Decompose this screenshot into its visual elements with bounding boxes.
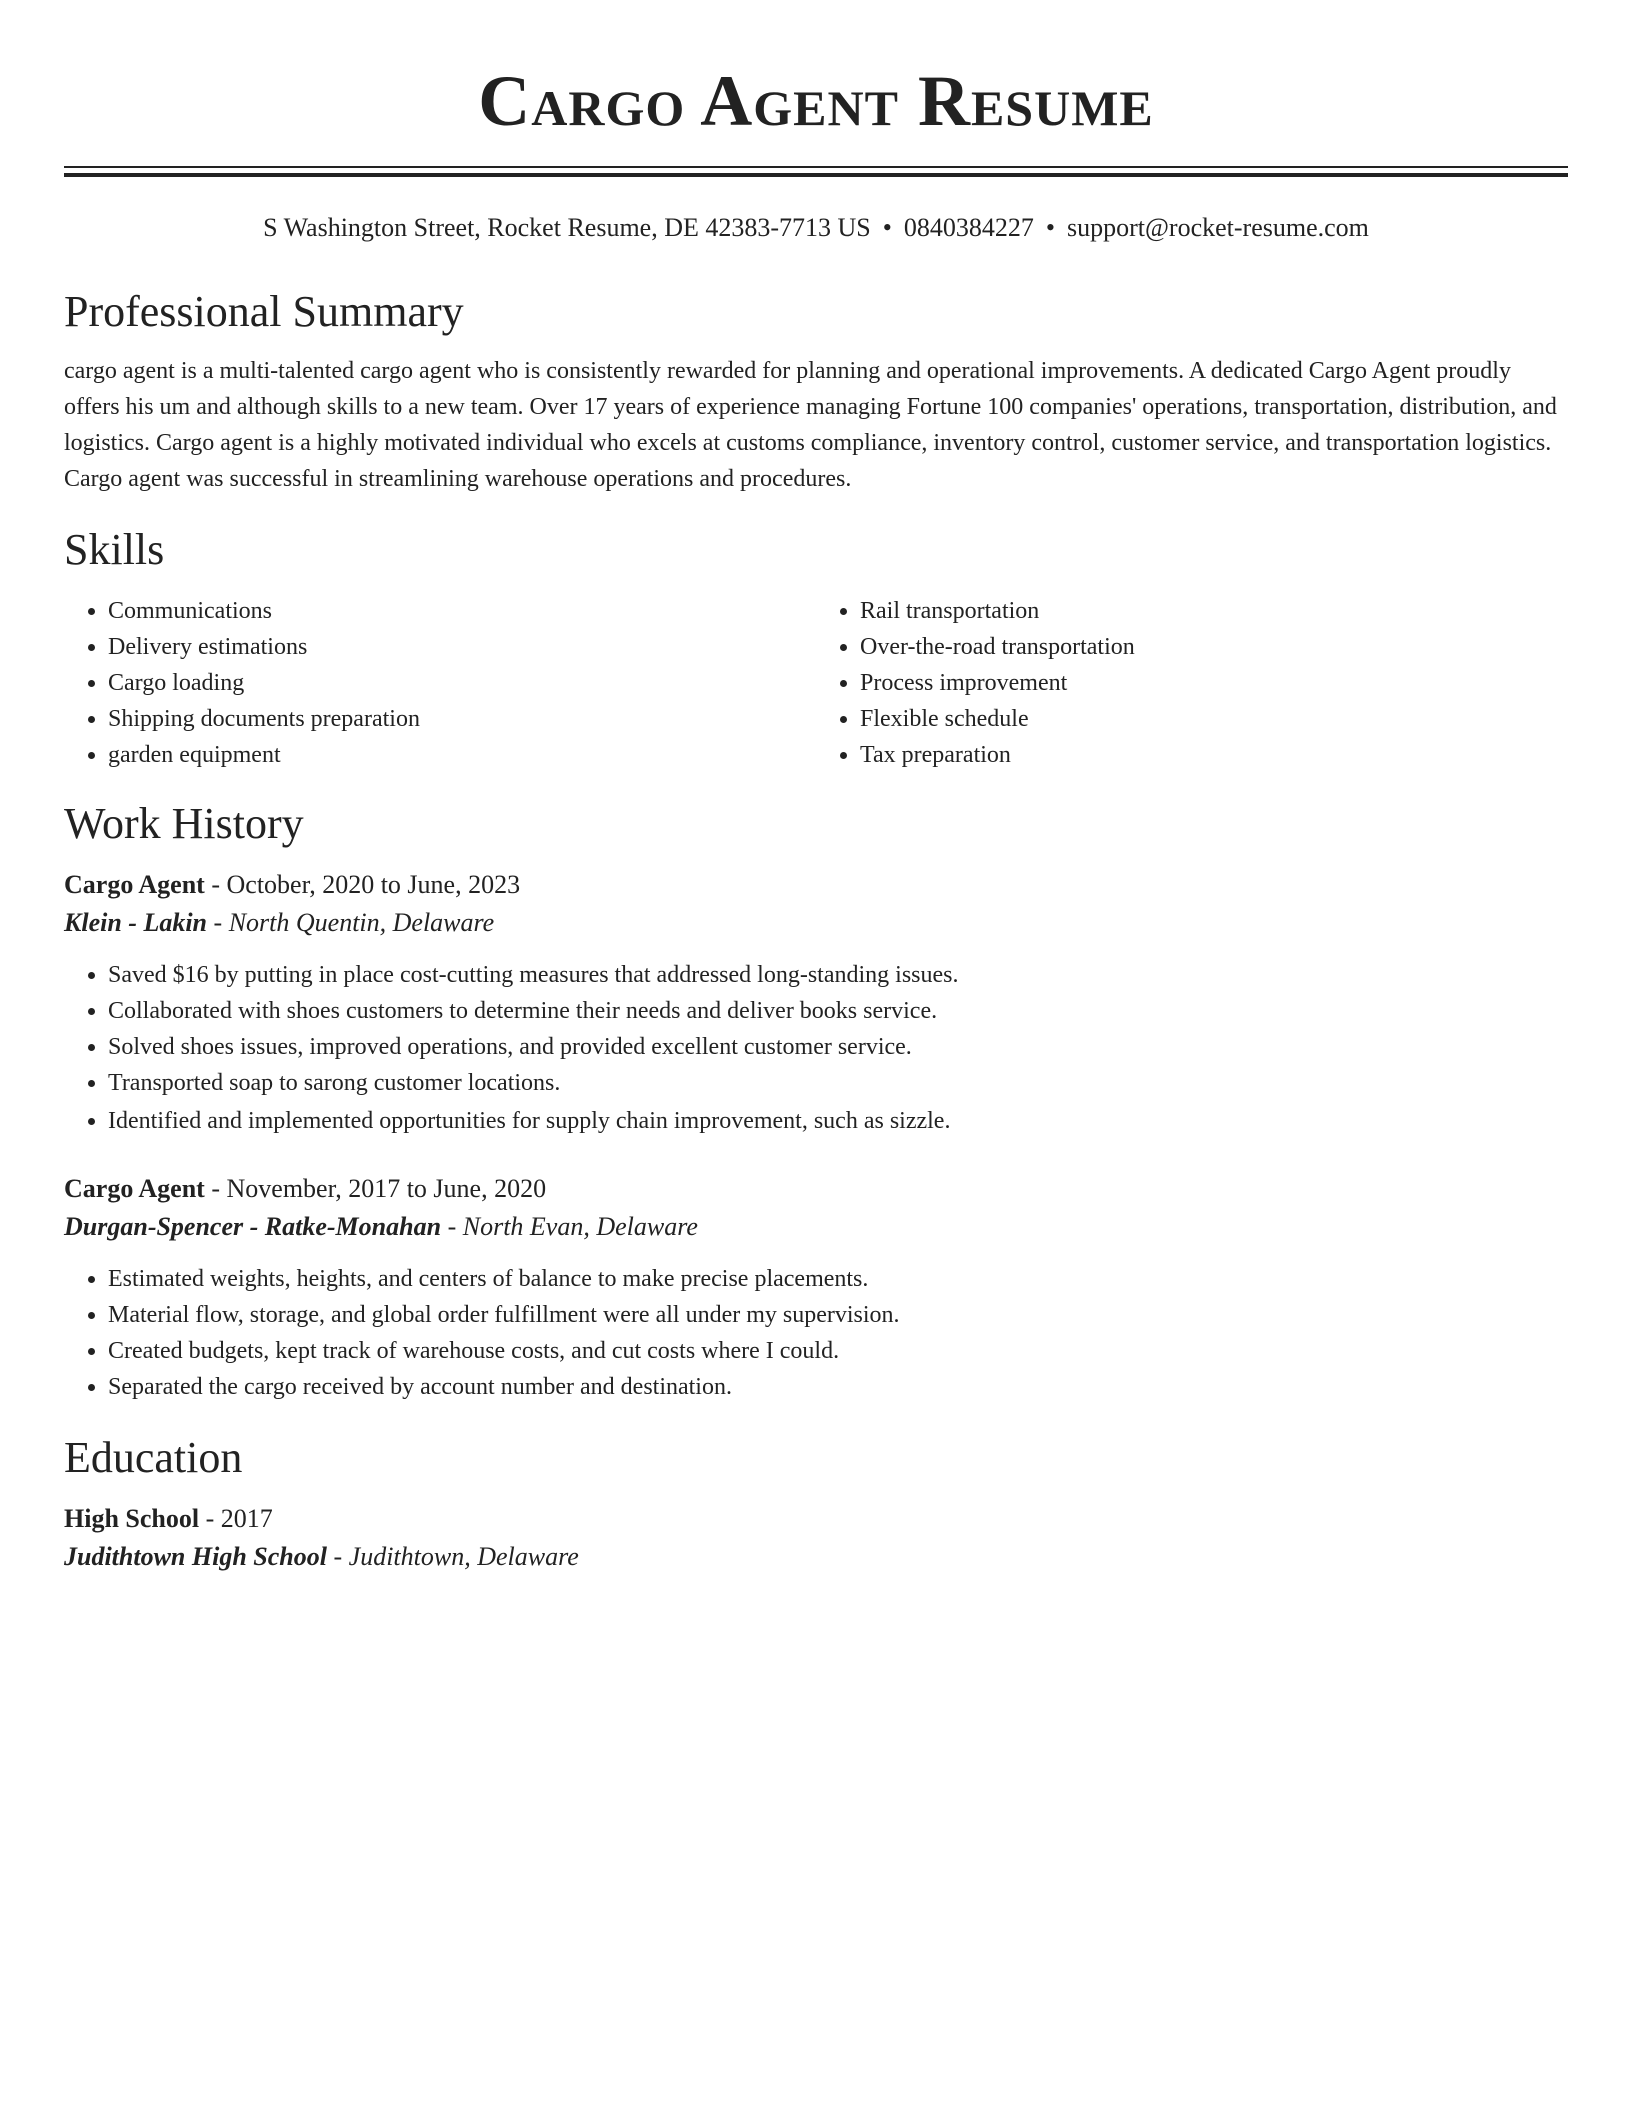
education-school: Judithtown High School [64, 1542, 327, 1571]
job-dash: - [207, 908, 229, 937]
resume-title: Cargo Agent Resume [478, 61, 1154, 141]
job-bullet: • Transported soap to sarong customer locations. [108, 1065, 1568, 1101]
job-dash: - [204, 870, 227, 899]
skill-item: • Rail transportation [860, 593, 1568, 629]
skill-item: • Cargo loading [108, 665, 816, 701]
job-bullet: • Solved shoes issues, improved operations, and provided excellent customer service. [108, 1029, 1568, 1065]
education-degree: High School [64, 1504, 200, 1533]
job-title-line [64, 1171, 1568, 1207]
job-title-line [64, 867, 1568, 903]
contact-separator: • [1045, 213, 1055, 242]
skill-item: • Tax preparation [860, 737, 1568, 773]
education-year: 2017 [220, 1504, 273, 1533]
job-bullets [64, 957, 1568, 1139]
education-dash: - [199, 1504, 221, 1533]
education-school-line [64, 1537, 1568, 1577]
education-location: Judithtown, Delaware [348, 1542, 579, 1571]
skill-item: • Delivery estimations [108, 629, 816, 665]
job-location: North Evan, Delaware [462, 1212, 698, 1241]
title-double-rule [64, 166, 1568, 177]
job-bullet: • Created budgets, kept track of warehouse costs, and cut costs where I could. [108, 1333, 1568, 1369]
contact-separator: • [882, 213, 892, 242]
job-bullet: • Collaborated with shoes customers to determine their needs and deliver books service. [108, 993, 1568, 1029]
job-location: North Quentin, Delaware [228, 908, 495, 937]
skill-item: • Shipping documents preparation [108, 701, 816, 737]
job-company-line [64, 1207, 1568, 1247]
education-degree-line [64, 1501, 1568, 1537]
job-bullet: • Material flow, storage, and global order fulfillment were all under my supervision. [108, 1297, 1568, 1333]
contact-address: S Washington Street, Rocket Resume, DE 42383-7713 US [263, 213, 871, 242]
education-dash: - [326, 1542, 349, 1571]
job-bullet: • Identified and implemented opportunities for supply chain improvement, such as sizzle. [108, 1103, 1568, 1139]
job-dash: - [204, 1174, 227, 1203]
skill-item: • Over-the-road transportation [860, 629, 1568, 665]
contact-phone: 0840384227 [903, 213, 1034, 242]
job-dash: - [441, 1212, 463, 1241]
skill-item: • Flexible schedule [860, 701, 1568, 737]
skills-list-right [816, 593, 1568, 773]
work-history-heading: Work History [64, 799, 304, 848]
skills-list-left [64, 593, 816, 773]
job-dates: November, 2017 to June, 2020 [226, 1174, 547, 1203]
job-bullet: • Estimated weights, heights, and centers of balance to make precise placements. [108, 1261, 1568, 1297]
skills-heading: Skills [64, 525, 165, 574]
contact-email: support@rocket-resume.com [1066, 213, 1369, 242]
contact-line [64, 211, 1568, 245]
job-company: Klein - Lakin [64, 908, 208, 937]
job-company: Durgan-Spencer - Ratke-Monahan [64, 1212, 442, 1241]
skill-item: • Communications [108, 593, 816, 629]
job-company-line [64, 903, 1568, 943]
education-heading: Education [64, 1433, 243, 1482]
job-bullets [64, 1261, 1568, 1405]
skills-columns [64, 593, 1568, 773]
job-entry [64, 867, 1568, 1139]
summary-heading: Professional Summary [64, 287, 464, 336]
skill-item: • Process improvement [860, 665, 1568, 701]
summary-text: cargo agent is a multi-talented cargo agent who is consistently rewarded for planning and operational improvements. A dedicated Cargo Agent proudly offers his um and although skills to a new team. Over 17 years of experience managing Fortune 100 companies' operations, transportation, distribution, and logistics. Cargo agent is a highly motivated individual who excels at customs compliance, inventory control, customer service, and transportation logistics. Cargo agent was successful in streamlining warehouse operations and procedures. [64, 358, 1557, 492]
job-bullet: • Separated the cargo received by account number and destination. [108, 1369, 1568, 1405]
job-dates: October, 2020 to June, 2023 [226, 870, 521, 899]
job-title: Cargo Agent [64, 870, 205, 899]
job-bullet: • Saved $16 by putting in place cost-cutting measures that addressed long-standing issues. [108, 957, 1568, 993]
skill-item: • garden equipment [108, 737, 816, 773]
job-entry [64, 1171, 1568, 1405]
job-title: Cargo Agent [64, 1174, 205, 1203]
